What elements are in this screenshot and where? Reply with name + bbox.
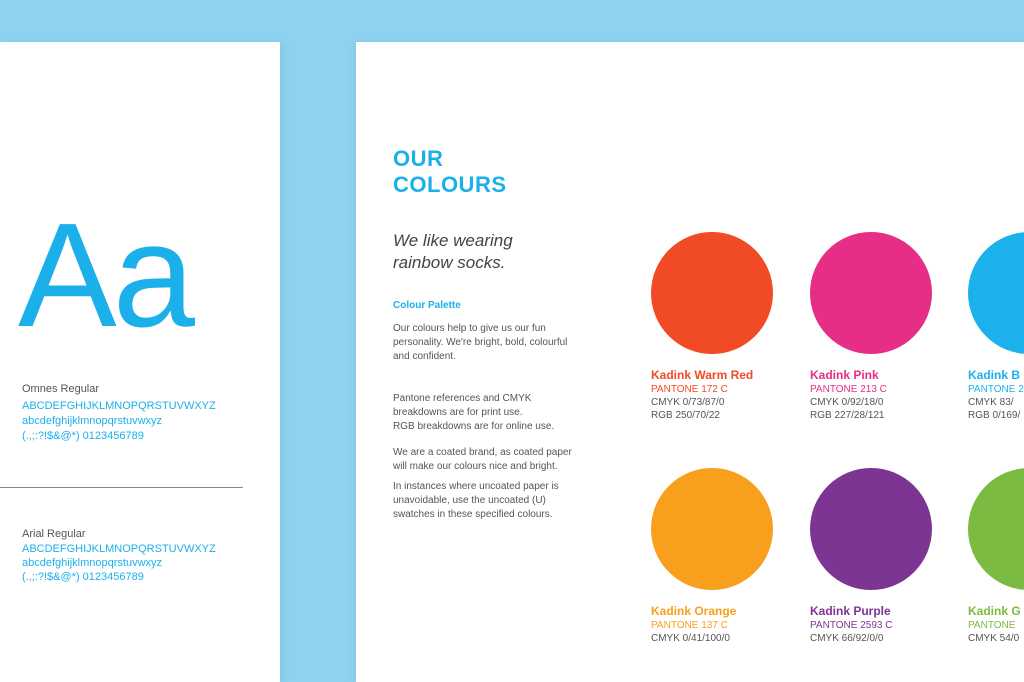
typography-page [0, 42, 280, 682]
uncoated-paragraph [393, 480, 613, 522]
type-specimen: Aa [18, 193, 192, 358]
swatch-purple [810, 468, 970, 644]
colour-dot [651, 232, 773, 354]
swatch-pantone: PANTONE [968, 620, 1016, 631]
swatch-name: Kadink B [968, 368, 1021, 382]
font-name-omnes: Omnes Regular [22, 383, 100, 395]
text-line: personality. We're bright, bold, colourful [393, 337, 568, 348]
swatch-orange [651, 468, 811, 644]
swatch-name: Kadink Purple [810, 604, 891, 618]
swatch-rgb: RGB 250/70/22 [651, 410, 720, 421]
page-title [393, 146, 507, 198]
swatch-cmyk: CMYK 66/92/0/0 [810, 633, 884, 644]
swatch-pantone: PANTONE 137 C [651, 620, 728, 631]
tagline [393, 230, 513, 274]
colour-dot [968, 468, 1024, 590]
intro-paragraph [393, 322, 613, 364]
title-line-2: COLOURS [393, 172, 507, 197]
swatch-cmyk: CMYK 0/92/18/0 [810, 397, 884, 408]
swatch-name: Kadink Orange [651, 604, 737, 618]
font-sample-symbols: (.,;:?!$&@*) 0123456789 [22, 430, 144, 442]
text-line: Pantone references and CMYK [393, 393, 532, 404]
font-sample-lowercase: abcdefghijklmnopqrstuvwxyz [22, 415, 163, 427]
text-line: swatches in these specified colours. [393, 509, 553, 520]
colour-dot [651, 468, 773, 590]
swatch-cmyk: CMYK 83/ [968, 397, 1014, 408]
swatch-pantone: PANTONE 172 C [651, 384, 728, 395]
text-line: Our colours help to give us our fun [393, 323, 546, 334]
font-name-arial: Arial Regular [22, 528, 86, 540]
swatch-name: Kadink Warm Red [651, 368, 754, 382]
colours-page [356, 42, 1024, 682]
swatch-pantone: PANTONE 213 C [810, 384, 887, 395]
swatch-pantone: PANTONE 2593 C [810, 620, 893, 631]
colour-palette-heading: Colour Palette [393, 300, 461, 311]
colour-dot [810, 468, 932, 590]
colour-dot [968, 232, 1024, 354]
swatch-cmyk: CMYK 54/0 [968, 633, 1020, 644]
tagline-line-2: rainbow socks. [393, 253, 506, 272]
swatch-name: Kadink Pink [810, 368, 879, 382]
swatch-green [968, 468, 1024, 644]
coated-paragraph [393, 446, 613, 474]
text-line: RGB breakdowns are for online use. [393, 421, 555, 432]
colour-dot [810, 232, 932, 354]
text-line: breakdowns are for print use. [393, 407, 523, 418]
font-sample-uppercase: ABCDEFGHIJKLMNOPQRSTUVWXYZ [22, 543, 216, 555]
swatch-rgb: RGB 227/28/121 [810, 410, 885, 421]
swatch-rgb: RGB 0/169/ [968, 410, 1021, 421]
text-line: unavoidable, use the uncoated (U) [393, 495, 546, 506]
swatch-pink [810, 232, 970, 421]
text-line: In instances where uncoated paper is [393, 481, 559, 492]
text-line: and confident. [393, 351, 456, 362]
title-line-1: OUR [393, 146, 444, 171]
swatch-pantone: PANTONE 2 [968, 384, 1024, 395]
swatch-warm-red [651, 232, 811, 421]
swatch-name: Kadink G [968, 604, 1021, 618]
text-line: We are a coated brand, as coated paper [393, 447, 572, 458]
swatch-cmyk: CMYK 0/73/87/0 [651, 397, 725, 408]
font-sample-uppercase: ABCDEFGHIJKLMNOPQRSTUVWXYZ [22, 400, 216, 412]
usage-paragraph [393, 392, 613, 434]
section-divider [0, 487, 243, 488]
font-sample-symbols: (.,;:?!$&@*) 0123456789 [22, 571, 144, 583]
swatch-blue [968, 232, 1024, 421]
text-line: will make our colours nice and bright. [393, 461, 558, 472]
font-sample-lowercase: abcdefghijklmnopqrstuvwxyz [22, 557, 163, 569]
tagline-line-1: We like wearing [393, 231, 513, 250]
swatch-cmyk: CMYK 0/41/100/0 [651, 633, 730, 644]
